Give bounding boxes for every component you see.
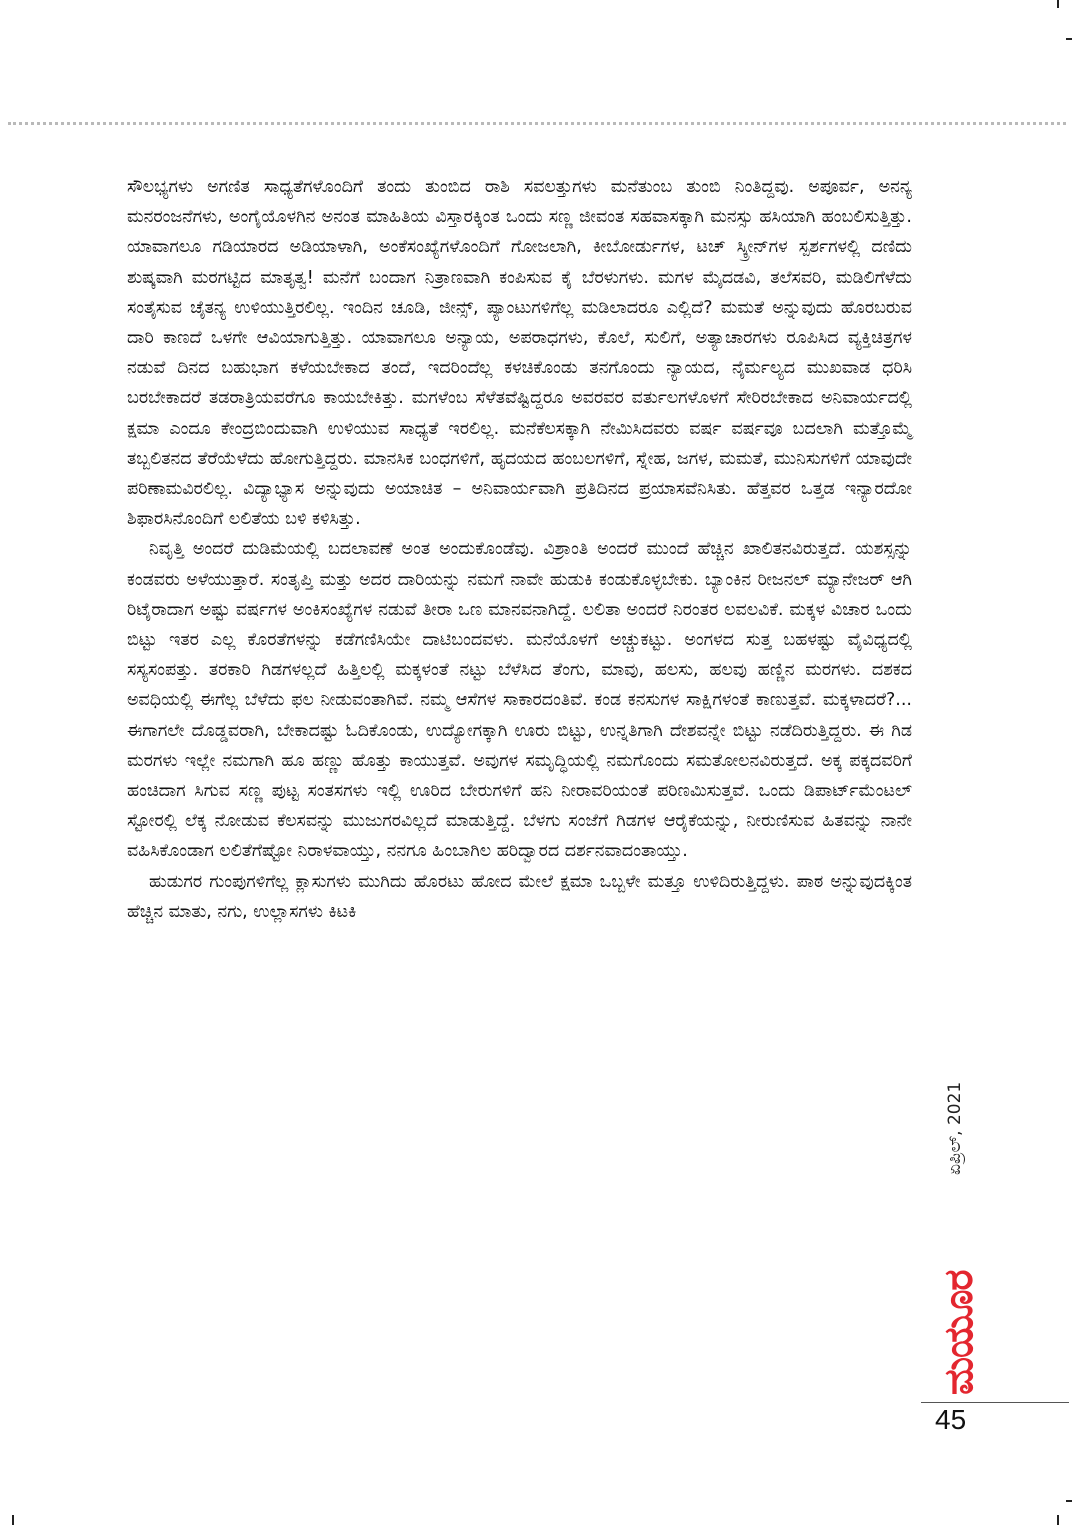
page-number: 45	[935, 1404, 967, 1435]
issue-date: ಏಪ್ರಿಲ್, 2021	[945, 1081, 965, 1175]
crop-mark-right-top	[1066, 38, 1072, 40]
crop-mark-bottom-left	[12, 1515, 14, 1525]
crop-mark-right-bottom	[1066, 1500, 1072, 1502]
article-body	[127, 172, 912, 927]
article-paragraph: ನಿವೃತ್ತಿ ಅಂದರೆ ದುಡಿಮೆಯಲ್ಲಿ ಬದಲಾವಣೆ ಅಂತ ಅಂದುಕೊಂಡೆವು. ವಿಶ್ರಾಂತಿ ಅಂದರೆ ಮುಂದೆ ಹೆಚ್ಚಿನ ಖಾಲಿತನವಿರುತ್ತದೆ. ಯಶಸ್ಸನ್ನು ಕಂಡವರು ಅಳೆಯುತ್ತಾರೆ. ಸಂತೃಪ್ತಿ ಮತ್ತು ಅದರ ದಾರಿಯನ್ನು ನಮಗೆ ನಾವೇ ಹುಡುಕಿ ಕಂಡುಕೊಳ್ಳಬೇಕು. ಬ್ಯಾಂಕಿನ ರೀಜನಲ್ ಮ್ಯಾನೇಜರ್ ಆಗಿ ರಿಟೈರಾದಾಗ ಅಷ್ಟು ವರ್ಷಗಳ ಅಂಕಿಸಂಖ್ಯೆಗಳ ನಡುವೆ ತೀರಾ ಒಣ ಮಾನವನಾಗಿದ್ದೆ. ಲಲಿತಾ ಅಂದರೆ ನಿರಂತರ ಲವಲವಿಕೆ. ಮಕ್ಕಳ ವಿಚಾರ ಒಂದು ಬಿಟ್ಟು ಇತರ ಎಲ್ಲ ಕೊರತೆಗಳನ್ನು ಕಡೆಗಣಿಸಿಯೇ ದಾಟಿಬಂದವಳು. ಮನೆಯೊಳಗೆ ಅಚ್ಚುಕಟ್ಟು. ಅಂಗಳದ ಸುತ್ತ ಬಹಳಷ್ಟು ವೈವಿಧ್ಯದಲ್ಲಿ ಸಸ್ಯಸಂಪತ್ತು. ತರಕಾರಿ ಗಿಡಗಳಲ್ಲದೆ ಹಿತ್ತಿಲಲ್ಲಿ ಮಕ್ಕಳಂತೆ ನಟ್ಟು ಬೆಳೆಸಿದ ತೆಂಗು, ಮಾವು, ಹಲಸು, ಹಲವು ಹಣ್ಣಿನ ಮರಗಳು. ದಶಕದ ಅವಧಿಯಲ್ಲಿ ಈಗೆಲ್ಲ ಬೆಳೆದು ಫಲ ನೀಡುವಂತಾಗಿವೆ. ನಮ್ಮ ಆಸೆಗಳ ಸಾಕಾರದಂತಿವೆ. ಕಂಡ ಕನಸುಗಳ ಸಾಕ್ಷಿಗಳಂತೆ ಕಾಣುತ್ತವೆ. ಮಕ್ಕಳಾದರೆ?... ಈಗಾಗಲೇ ದೊಡ್ಡವರಾಗಿ, ಬೇಕಾದಷ್ಟು ಓದಿಕೊಂಡು, ಉದ್ಯೋಗಕ್ಕಾಗಿ ಊರು ಬಿಟ್ಟು, ಉನ್ನತಿಗಾಗಿ ದೇಶವನ್ನೇ ಬಿಟ್ಟು ನಡೆದಿರುತ್ತಿದ್ದರು. ಈ ಗಿಡ ಮರಗಳು ಇಲ್ಲೇ ನಮಗಾಗಿ ಹೂ ಹಣ್ಣು ಹೊತ್ತು ಕಾಯುತ್ತವೆ. ಅವುಗಳ ಸಮೃದ್ಧಿಯಲ್ಲಿ ನಮಗೊಂದು ಸಮತೋಲನವಿರುತ್ತದೆ. ಅಕ್ಕ ಪಕ್ಕದವರಿಗೆ ಹಂಚಿದಾಗ ಸಿಗುವ ಸಣ್ಣ ಪುಟ್ಟ ಸಂತಸಗಳು ಇಲ್ಲಿ ಊರಿದ ಬೇರುಗಳಿಗೆ ಹನಿ ನೀರಾವರಿಯಂತೆ ಪರಿಣಮಿಸುತ್ತವೆ. ಒಂದು ಡಿಪಾರ್ಟ್‌ಮೆಂಟಲ್ ಸ್ಟೋರಲ್ಲಿ ಲೆಕ್ಕ ನೋಡುವ ಕೆಲಸವನ್ನು ಮುಜುಗರವಿಲ್ಲದೆ ಮಾಡುತ್ತಿದ್ದೆ. ಬೆಳಗು ಸಂಜೆಗೆ ಗಿಡಗಳ ಆರೈಕೆಯನ್ನು, ನೀರುಣಿಸುವ ಹಿತವನ್ನು ನಾನೇ ವಹಿಸಿಕೊಂಡಾಗ ಲಲಿತೆಗೆಷ್ಟೋ ನಿರಾಳವಾಯ್ತು, ನನಗೂ ಹಿಂಬಾಗಿಲ ಹರಿದ್ವಾರದ ದರ್ಶನವಾದಂತಾಯ್ತು.	[127, 539, 912, 862]
magazine-logo: ಮಯೂರ	[936, 1270, 982, 1395]
article-paragraph: ಸೌಲಭ್ಯಗಳು ಅಗಣಿತ ಸಾಧ್ಯತೆಗಳೊಂದಿಗೆ ತಂದು ತುಂಬಿದ ರಾಶಿ ಸವಲತ್ತುಗಳು ಮನೆತುಂಬ ತುಂಬಿ ನಿಂತಿದ್ದವು. ಅಪೂರ್ವ, ಅನನ್ಯ ಮನರಂಜನೆಗಳು, ಅಂಗೈಯೊಳಗಿನ ಅನಂತ ಮಾಹಿತಿಯ ವಿಸ್ತಾರಕ್ಕಿಂತ ಒಂದು ಸಣ್ಣ ಜೀವಂತ ಸಹವಾಸಕ್ಕಾಗಿ ಮನಸ್ಸು ಹಸಿಯಾಗಿ ಹಂಬಲಿಸುತ್ತಿತ್ತು. ಯಾವಾಗಲೂ ಗಡಿಯಾರದ ಅಡಿಯಾಳಾಗಿ, ಅಂಕೆಸಂಖ್ಯೆಗಳೊಂದಿಗೆ ಗೋಜಲಾಗಿ, ಕೀಬೋರ್ಡುಗಳ, ಟಚ್ ಸ್ಕ್ರೀನ್‌ಗಳ ಸ್ಪರ್ಶಗಳಲ್ಲಿ ದಣಿದು ಶುಷ್ಕವಾಗಿ ಮರಗಟ್ಟಿದ ಮಾತೃತ್ವ! ಮನೆಗೆ ಬಂದಾಗ ನಿತ್ರಾಣವಾಗಿ ಕಂಪಿಸುವ ಕೈ ಬೆರಳುಗಳು. ಮಗಳ ಮೈದಡವಿ, ತಲೆಸವರಿ, ಮಡಿಲಿಗೆಳೆದು ಸಂತೈಸುವ ಚೈತನ್ಯ ಉಳಿಯುತ್ತಿರಲಿಲ್ಲ. ಇಂದಿನ ಚೂಡಿ, ಜೀನ್ಸ್, ಪ್ಯಾಂಟುಗಳಿಗೆಲ್ಲ ಮಡಿಲಾದರೂ ಎಲ್ಲಿದೆ? ಮಮತೆ ಅನ್ನುವುದು ಹೊರಬರುವ ದಾರಿ ಕಾಣದೆ ಒಳಗೇ ಆವಿಯಾಗುತ್ತಿತ್ತು. ಯಾವಾಗಲೂ ಅನ್ಯಾಯ, ಅಪರಾಧಗಳು, ಕೊಲೆ, ಸುಲಿಗೆ, ಅತ್ಯಾಚಾರಗಳು ರೂಪಿಸಿದ ವ್ಯಕ್ತಿಚಿತ್ರಗಳ ನಡುವೆ ದಿನದ ಬಹುಭಾಗ ಕಳೆಯಬೇಕಾದ ತಂದೆ, ಇದರಿಂದೆಲ್ಲ ಕಳಚಿಕೊಂಡು ತನಗೊಂದು ನ್ಯಾಯದ, ನೈರ್ಮಲ್ಯದ ಮುಖವಾಡ ಧರಿಸಿ ಬರಬೇಕಾದರೆ ತಡರಾತ್ರಿಯವರೆಗೂ ಕಾಯಬೇಕಿತ್ತು. ಮಗಳೆಂಬ ಸೆಳೆತವೆಷ್ಟಿದ್ದರೂ ಅವರವರ ವರ್ತುಲಗಳೊಳಗೆ ಸೇರಿರಬೇಕಾದ ಅನಿವಾರ್ಯದಲ್ಲಿ ಕ್ಷಮಾ ಎಂದೂ ಕೇಂದ್ರಬಿಂದುವಾಗಿ ಉಳಿಯುವ ಸಾಧ್ಯತೆ ಇರಲಿಲ್ಲ. ಮನೆಕೆಲಸಕ್ಕಾಗಿ ನೇಮಿಸಿದವರು ವರ್ಷ ವರ್ಷವೂ ಬದಲಾಗಿ ಮತ್ತೊಮ್ಮೆ ತಬ್ಬಲಿತನದ ತೆರೆಯೆಳೆದು ಹೋಗುತ್ತಿದ್ದರು. ಮಾನಸಿಕ ಬಂಧಗಳಿಗೆ, ಹೃದಯದ ಹಂಬಲಗಳಿಗೆ, ಸ್ನೇಹ, ಜಗಳ, ಮಮತೆ, ಮುನಿಸುಗಳಿಗೆ ಯಾವುದೇ ಪರಿಣಾಮವಿರಲಿಲ್ಲ. ವಿದ್ಯಾಭ್ಯಾಸ ಅನ್ನುವುದು ಅಯಾಚಿತ – ಅನಿವಾರ್ಯವಾಗಿ ಪ್ರತಿದಿನದ ಪ್ರಯಾಸವೆನಿಸಿತು. ಹೆತ್ತವರ ಒತ್ತಡ ಇನ್ಯಾರದೋ ಶಿಫಾರಸಿನೊಂದಿಗೆ ಲಲಿತೆಯ ಬಳಿ ಕಳಿಸಿತ್ತು.	[127, 177, 912, 530]
header-dotted-rule	[8, 122, 1066, 125]
crop-mark-bottom-right	[1057, 1515, 1059, 1525]
article-paragraph: ಹುಡುಗರ ಗುಂಪುಗಳಿಗೆಲ್ಲ ಕ್ಲಾಸುಗಳು ಮುಗಿದು ಹೊರಟು ಹೋದ ಮೇಲೆ ಕ್ಷಮಾ ಒಬ್ಬಳೇ ಮತ್ತೂ ಉಳಿದಿರುತ್ತಿದ್ದಳು. ಪಾಠ ಅನ್ನುವುದಕ್ಕಿಂತ ಹೆಚ್ಚಿನ ಮಾತು, ನಗು, ಉಲ್ಲಾಸಗಳು ಕಿಟಕಿ	[127, 871, 912, 922]
footer-rule	[921, 1402, 1069, 1403]
crop-mark-top-right	[1057, 0, 1059, 8]
